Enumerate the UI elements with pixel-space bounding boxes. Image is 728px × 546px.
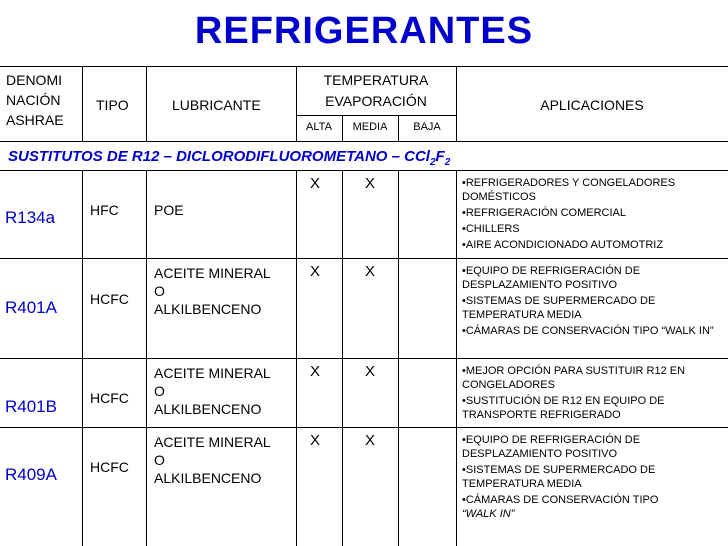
applications-list: •EQUIPO DE REFRIGERACIÓN DE DESPLAZAMIENTO POSITIVO •SISTEMAS DE SUPERMERCADO DE TEMPERATURA MEDIA •CÁMARAS DE CONSERVACIÓN TIPO “WALK IN” bbox=[462, 434, 659, 520]
header-media: MEDIA bbox=[352, 121, 388, 133]
refrigerant-type: HCFC bbox=[90, 459, 129, 475]
col-divider bbox=[398, 170, 399, 546]
lubricant: POE bbox=[154, 202, 184, 218]
refrigerant-type: HFC bbox=[90, 202, 119, 218]
refrigerant-code: R401A bbox=[5, 298, 57, 317]
header-baja: BAJA bbox=[413, 121, 441, 133]
table-border-top bbox=[0, 66, 728, 67]
header-aplicaciones: APLICACIONES bbox=[540, 97, 644, 113]
lubricant: ACEITE MINERAL O ALKILBENCENO bbox=[154, 265, 271, 317]
lubricant: ACEITE MINERAL O ALKILBENCENO bbox=[154, 365, 271, 417]
temp-media-mark: X bbox=[364, 432, 375, 449]
header-lubricante: LUBRICANTE bbox=[172, 97, 261, 113]
col-divider bbox=[342, 170, 343, 546]
applications-list: •EQUIPO DE REFRIGERACIÓN DE DESPLAZAMIENTO POSITIVO •SISTEMAS DE SUPERMERCADO DE TEMPERATURA MEDIA •CÁMARAS DE CONSERVACIÓN TIPO “WALK IN” bbox=[462, 265, 714, 337]
page-title: REFRIGERANTES bbox=[194, 10, 534, 52]
temp-alta-mark: X bbox=[309, 432, 320, 449]
col-divider bbox=[82, 66, 83, 141]
refrigerant-code: R409A bbox=[5, 465, 57, 484]
temp-alta-mark: X bbox=[309, 263, 320, 280]
refrigerant-type: HCFC bbox=[90, 291, 129, 307]
col-divider bbox=[82, 170, 83, 546]
header-bottom-line bbox=[0, 141, 728, 142]
col-divider bbox=[146, 66, 147, 141]
header-denominacion: DENOMI NACIÓN ASHRAE bbox=[6, 72, 64, 128]
temp-media-mark: X bbox=[364, 263, 375, 280]
applications-list: •REFRIGERADORES Y CONGELADORES DOMÉSTICOS •REFRIGERACIÓN COMERCIAL •CHILLERS •AIRE ACONDICIONADO AUTOMOTRIZ bbox=[462, 177, 676, 251]
refrigerant-code: R401B bbox=[5, 397, 57, 416]
temp-alta-mark: X bbox=[309, 175, 320, 192]
lubricant: ACEITE MINERAL O ALKILBENCENO bbox=[154, 434, 271, 486]
temp-alta-mark: X bbox=[309, 363, 320, 380]
section-title: SUSTITUTOS DE R12 – DICLORODIFLUOROMETANO – $CCl_2F_2$ bbox=[8, 148, 451, 168]
col-divider bbox=[456, 170, 457, 546]
row-divider bbox=[0, 358, 728, 359]
applications-list: •MEJOR OPCIÓN PARA SUSTITUIR R12 EN CONGELADORES •SUSTITUCIÓN DE R12 EN EQUIPO DE TRANSPORTE REFRIGERADO bbox=[462, 365, 686, 421]
refrigerant-type: HCFC bbox=[90, 390, 129, 406]
row-divider bbox=[0, 258, 728, 259]
header-temperatura: TEMPERATURA EVAPORACIÓN bbox=[323, 72, 429, 109]
refrigerant-code: R134a bbox=[5, 208, 56, 227]
row-divider bbox=[0, 427, 728, 428]
col-divider bbox=[146, 170, 147, 546]
temp-subheader-line bbox=[296, 115, 456, 116]
header-alta: ALTA bbox=[306, 121, 332, 133]
col-divider bbox=[296, 170, 297, 546]
header-tipo: TIPO bbox=[96, 97, 129, 113]
temp-media-mark: X bbox=[364, 363, 375, 380]
temp-media-mark: X bbox=[364, 175, 375, 192]
